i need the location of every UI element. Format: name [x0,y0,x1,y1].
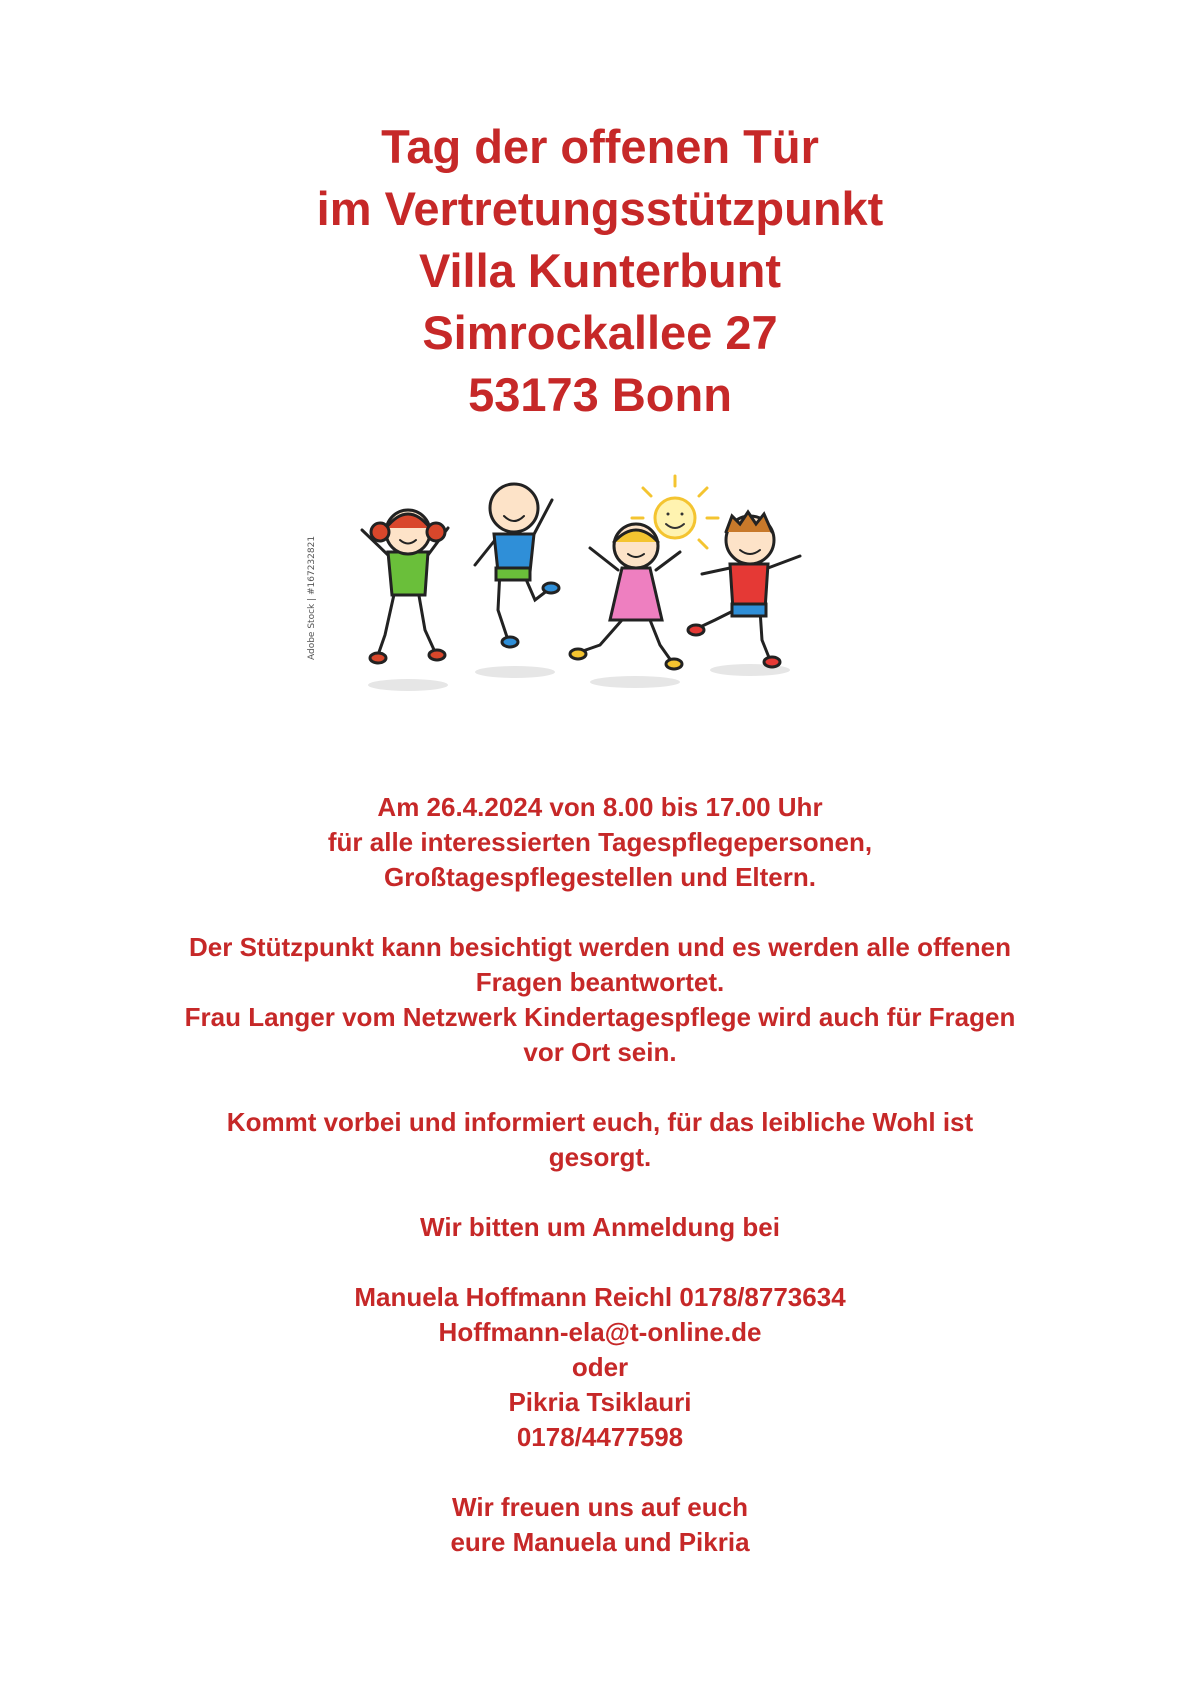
visit-line: Fragen beantwortet. [475,967,725,997]
closing-line: eure Manuela und Pikria [450,1527,750,1557]
stock-credit: Adobe Stock | #167232821 [307,535,317,660]
event-line: Am 26.4.2024 von 8.00 bis 17.00 Uhr [377,792,823,822]
closing-section [0,1490,1200,1560]
title-line: Simrockallee 27 [422,306,778,359]
child-boy-red [688,512,800,667]
page-title [0,116,1200,426]
event-line: Großtagespflegestellen und Eltern. [384,862,816,892]
ground-shadows [368,664,790,691]
contact-line: oder [571,1352,629,1382]
closing-line: Wir freuen uns auf euch [452,1492,748,1522]
event-date-section [0,790,1200,895]
event-line: für alle interessierten Tagespflegepersonen, [327,827,873,857]
visit-line: Der Stützpunkt kann besichtigt werden und es werden alle offenen [188,932,1011,962]
contact-email-link[interactable]: Hoffmann-ela@t-online.de [438,1317,762,1347]
child-girl-green [362,510,448,663]
dancing-children-illustration [300,470,900,720]
event-info [0,790,1200,1560]
invite-line: gesorgt. [548,1142,652,1172]
contact-line: 0178/4477598 [516,1422,684,1452]
contacts-section [0,1280,1200,1455]
invite-section [0,1105,1200,1175]
title-line: Tag der offenen Tür [381,120,819,173]
title-line: Villa Kunterbunt [418,244,782,297]
contact-line: Pikria Tsiklauri [508,1387,692,1417]
child-boy-blue [475,484,559,647]
title-line: im Vertretungsstützpunkt [316,182,884,235]
visit-line: Frau Langer vom Netzwerk Kindertagespflege wird auch für Fragen [184,1002,1016,1032]
visit-section [0,930,1200,1070]
contact-line: Manuela Hoffmann Reichl 0178/8773634 [354,1282,846,1312]
title-line: 53173 Bonn [468,368,732,421]
invite-line: Kommt vorbei und informiert euch, für das leibliche Wohl ist [226,1107,974,1137]
visit-line: vor Ort sein. [523,1037,677,1067]
child-girl-pink [570,524,682,669]
registration-heading: Wir bitten um Anmeldung bei [420,1212,780,1242]
